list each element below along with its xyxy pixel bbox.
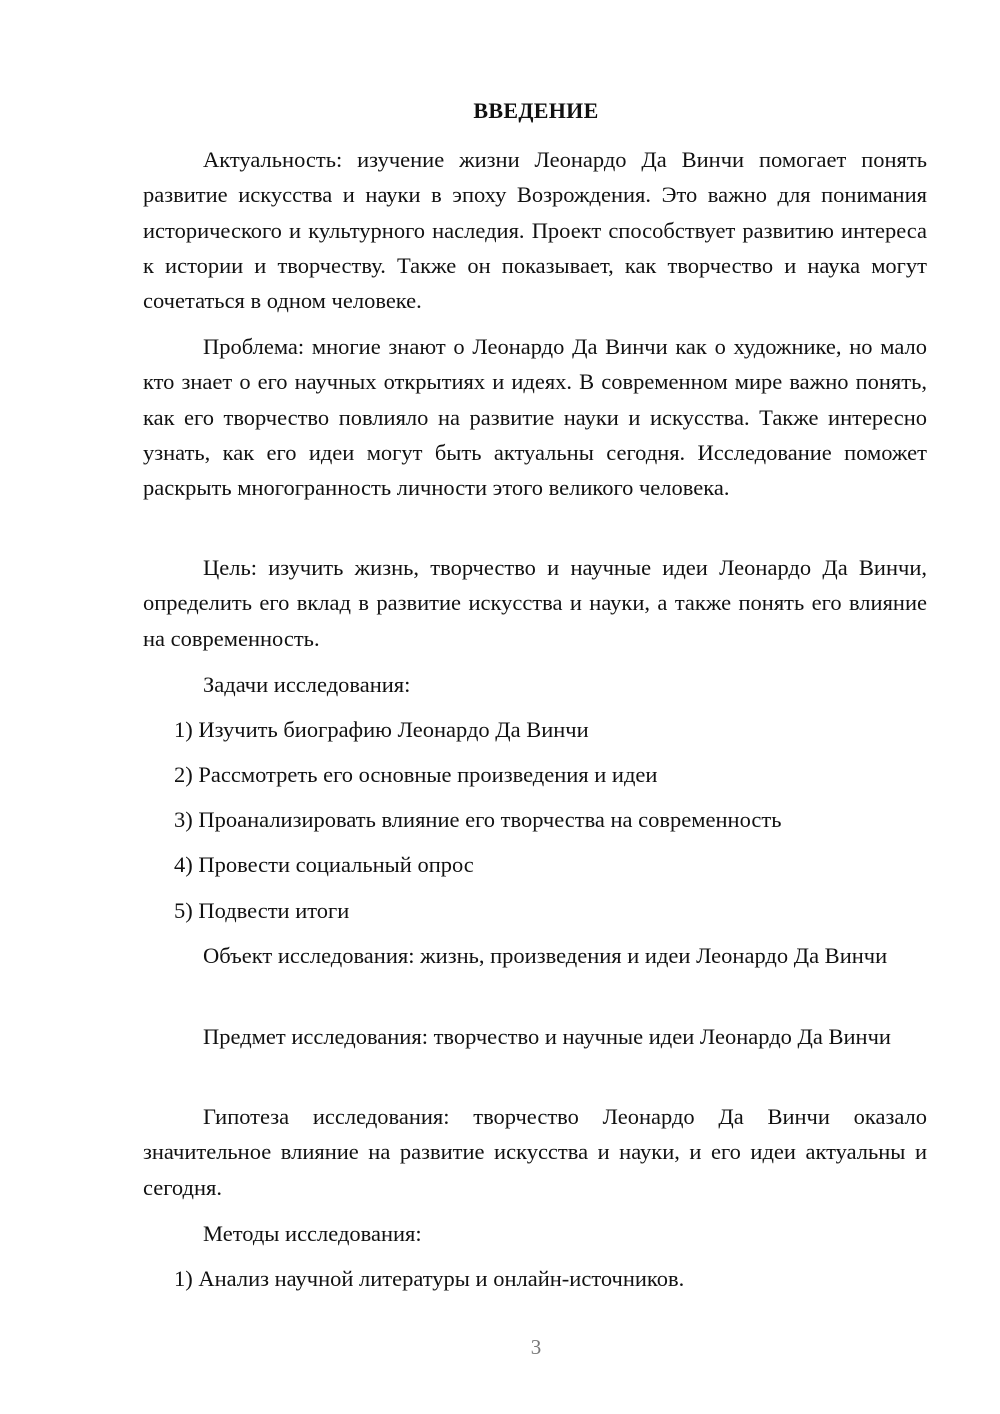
problem-paragraph: Проблема: многие знают о Леонардо Да Винчи как о художнике, но мало кто знает о его научных открытиях и идеях. В современном мире важно понять, как его творчество повлияло на развитие науки и искусства. Также интересно узнать, как его идеи могут быть актуальны сегодня. Исследование поможет раскрыть многогранность личности этого великого человека. [143, 334, 927, 501]
relevance-paragraph: Актуальность: изучение жизни Леонардо Да Винчи помогает понять развитие искусства и науки в эпоху Возрождения. Это важно для понимания исторического и культурного наследия. Проект способствует развитию интереса к истории и творчеству. Также он показывает, как творчество и наука могут сочетаться в одном человеке. [143, 147, 927, 314]
subject-paragraph: Предмет исследования: творчество и научные идеи Леонардо Да Винчи [203, 1024, 891, 1049]
methods-heading: Методы исследования: [203, 1221, 422, 1246]
tasks-heading: Задачи исследования: [203, 672, 411, 697]
task-item-2: 2) Рассмотреть его основные произведения и идеи [174, 762, 658, 787]
method-item-1: 1) Анализ научной литературы и онлайн-источников. [174, 1266, 685, 1291]
goal-paragraph: Цель: изучить жизнь, творчество и научные идеи Леонардо Да Винчи, определить его вклад в развитие искусства и науки, а также понять его влияние на современность. [143, 555, 927, 651]
object-paragraph: Объект исследования: жизнь, произведения и идеи Леонардо Да Винчи [203, 943, 888, 968]
task-item-3: 3) Проанализировать влияние его творчества на современность [174, 807, 782, 832]
page-number: 3 [530, 1335, 542, 1359]
task-item-5: 5) Подвести итоги [174, 898, 350, 923]
hypothesis-paragraph: Гипотеза исследования: творчество Леонардо Да Винчи оказало значительное влияние на развитие искусства и науки, и его идеи актуальны и сегодня. [143, 1104, 927, 1200]
task-item-1: 1) Изучить биографию Леонардо Да Винчи [174, 717, 589, 742]
page-title: ВВЕДЕНИЕ [473, 98, 599, 123]
task-item-4: 4) Провести социальный опрос [174, 852, 474, 877]
